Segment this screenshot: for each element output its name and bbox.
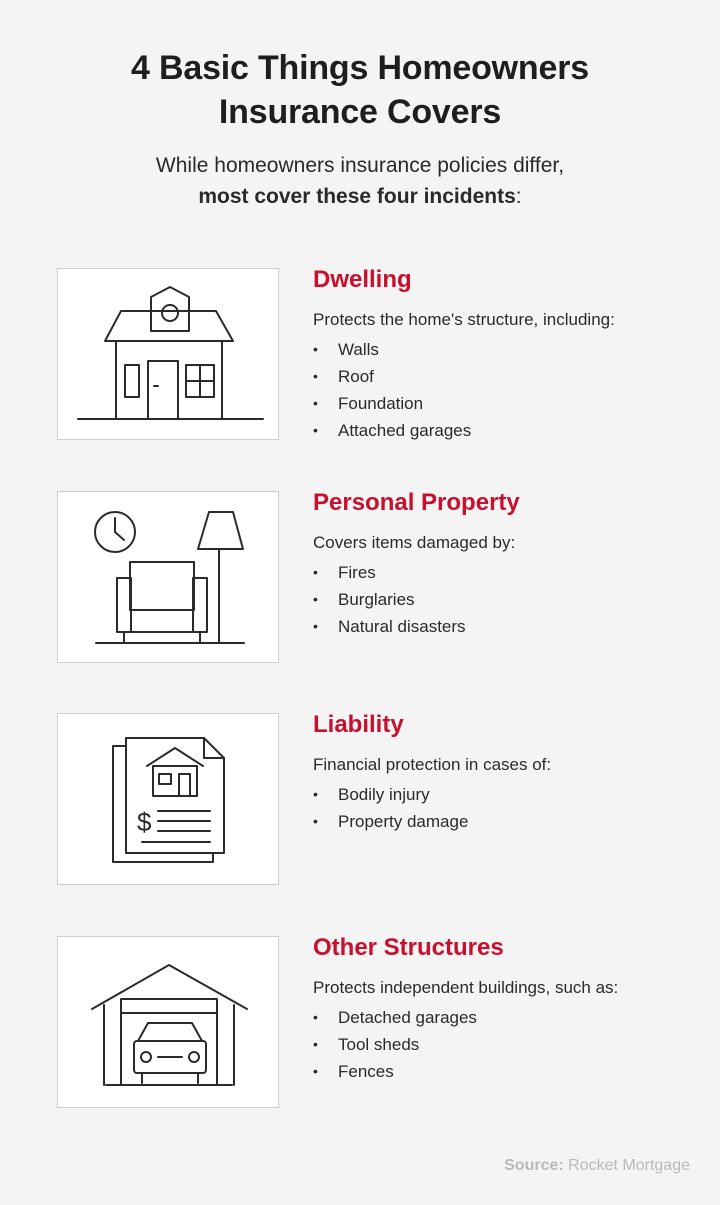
liability-section [313, 710, 703, 835]
list-item: • Natural disasters [313, 613, 703, 640]
list-item: • Roof [313, 363, 703, 390]
other-structures-section [313, 933, 703, 1085]
garage-icon [58, 937, 280, 1109]
dollar-sign-icon: $ [137, 807, 152, 837]
liability-list [313, 781, 703, 835]
list-item: • Attached garages [313, 417, 703, 444]
list-item: • Bodily injury [313, 781, 703, 808]
other-structures-list [313, 1004, 703, 1085]
personal-property-intro: Covers items damaged by: [313, 533, 516, 552]
liability-card [57, 713, 279, 885]
subtitle-bold: most cover these four incidents [198, 185, 516, 208]
other-structures-card [57, 936, 279, 1108]
list-item: • Detached garages [313, 1004, 703, 1031]
personal-property-list [313, 559, 703, 640]
title-line-1: 4 Basic Things Homeowners [131, 49, 589, 87]
house-icon [58, 269, 280, 441]
personal-property-card [57, 491, 279, 663]
source-value: Rocket Mortgage [568, 1157, 690, 1174]
list-item: • Fences [313, 1058, 703, 1085]
dwelling-intro: Protects the home's structure, including: [313, 310, 615, 329]
liability-heading: Liability [313, 711, 404, 738]
subtitle-line-2 [198, 185, 521, 208]
subtitle-suffix: : [515, 185, 522, 208]
dwelling-heading: Dwelling [313, 266, 412, 293]
dwelling-section [313, 265, 703, 444]
list-item: • Fires [313, 559, 703, 586]
list-item: • Walls [313, 336, 703, 363]
list-item: • Tool sheds [313, 1031, 703, 1058]
document-icon [58, 714, 280, 886]
list-item: • Property damage [313, 808, 703, 835]
list-item: • Foundation [313, 390, 703, 417]
page-title [0, 46, 720, 134]
living-room-icon [58, 492, 280, 664]
list-item: • Burglaries [313, 586, 703, 613]
liability-intro: Financial protection in cases of: [313, 755, 552, 774]
source-label: Source: [504, 1157, 564, 1174]
source-credit [504, 1157, 690, 1175]
other-structures-intro: Protects independent buildings, such as: [313, 978, 619, 997]
dwelling-card [57, 268, 279, 440]
title-line-2: Insurance Covers [218, 93, 502, 131]
dwelling-list [313, 336, 703, 444]
other-structures-heading: Other Structures [313, 934, 504, 961]
personal-property-section [313, 488, 703, 640]
subtitle [0, 150, 720, 212]
subtitle-line-1: While homeowners insurance policies differ, [155, 154, 565, 177]
personal-property-heading: Personal Property [313, 489, 520, 516]
